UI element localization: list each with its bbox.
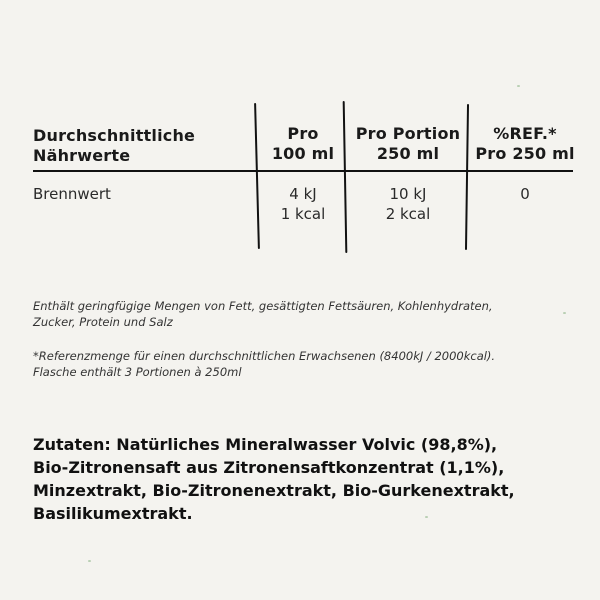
- column-divider: [343, 101, 348, 253]
- header-per-portion: Pro Portion 250 ml: [355, 124, 461, 163]
- header-reference: %REF.* Pro 250 ml: [475, 124, 575, 163]
- cell-per-100ml: 4 kJ 1 kcal: [280, 185, 326, 223]
- column-divider: [254, 103, 260, 249]
- row-label: Brennwert: [33, 185, 111, 203]
- paper-speck: [88, 560, 91, 562]
- trace-amounts-note: Enthält geringfügige Mengen von Fett, gesättigten Fettsäuren, Kohlenhydraten, Zucker, Protein und Salz: [33, 299, 493, 329]
- ingredients-list: Zutaten: Natürliches Mineralwasser Volvic (98,8%), Bio-Zitronensaft aus Zitronensaftkonzentrat (1,1%), Minzextrakt, Bio-Zitronenextrakt, Bio-Gurkenextrakt, Basilikumextrakt.: [33, 435, 515, 523]
- paper-speck: [517, 85, 520, 87]
- header-nutrients: Durchschnittliche Nährwerte: [33, 126, 196, 165]
- header-divider: [33, 170, 573, 172]
- reference-intake-note: *Referenzmenge für einen durchschnittlichen Erwachsenen (8400kJ / 2000kcal). Flasche enthält 3 Portionen à 250ml: [33, 349, 496, 379]
- header-per-100ml: Pro 100 ml: [271, 124, 335, 163]
- cell-reference: 0: [520, 185, 530, 203]
- cell-per-portion: 10 kJ 2 kcal: [385, 185, 431, 223]
